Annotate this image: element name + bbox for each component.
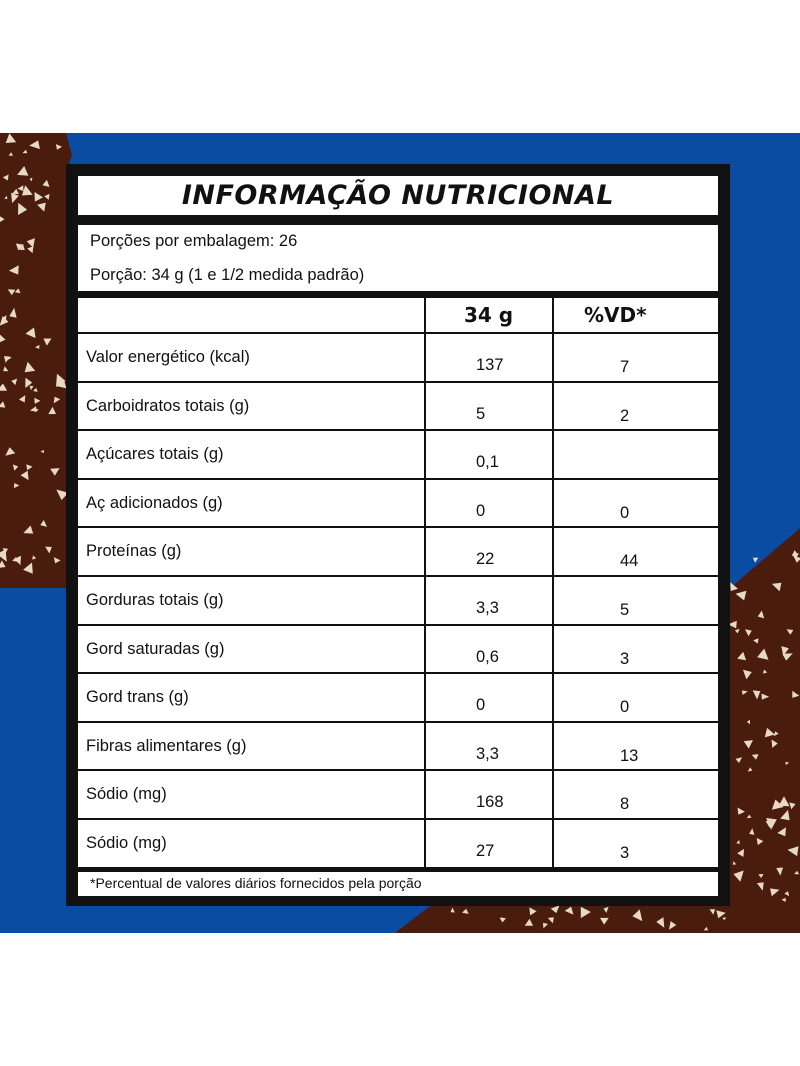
header-dv-cell	[554, 298, 718, 332]
nutrient-dv: 7	[620, 358, 630, 376]
nutrition-facts-label	[66, 164, 730, 906]
nutrient-amount: 0,6	[476, 647, 499, 666]
nutrient-name: Sódio (mg)	[86, 834, 167, 852]
nutrient-name: Sódio (mg)	[86, 785, 167, 804]
nutrition-table	[78, 298, 718, 870]
footnote: *Percentual de valores diários fornecidos pela porção	[90, 875, 422, 891]
header-amount-cell	[426, 298, 552, 332]
nutrient-amount-cell	[426, 626, 552, 673]
nutrient-name: Valor energético (kcal)	[86, 348, 250, 366]
nutrient-dv: 3	[620, 844, 630, 862]
nutrient-amount: 0	[476, 501, 486, 520]
nutrient-dv-cell	[554, 528, 718, 575]
nutrient-amount-cell	[426, 431, 552, 478]
nutrient-name: Gord saturadas (g)	[86, 639, 225, 658]
nutrient-name-cell	[78, 528, 424, 575]
nutrient-dv: 0	[620, 503, 630, 522]
nutrient-dv-cell	[554, 723, 718, 770]
nutrient-dv: 0	[620, 698, 630, 717]
nutrient-name: Aç adicionados (g)	[86, 493, 223, 512]
nutrient-name-cell	[78, 334, 424, 381]
nutrient-name-cell	[78, 383, 424, 430]
nutrient-amount: 0,1	[476, 453, 499, 472]
nutrient-dv: 8	[620, 795, 630, 814]
speckle	[753, 558, 759, 563]
nutrient-name-cell	[78, 431, 424, 478]
nutrient-amount-cell	[426, 723, 552, 770]
nutrient-name: Gord trans (g)	[86, 688, 189, 707]
title-box	[78, 176, 718, 215]
portion-info	[78, 225, 718, 291]
nutrient-dv-cell	[554, 771, 718, 818]
nutrient-amount: 22	[476, 550, 495, 569]
nutrient-amount: 168	[476, 793, 504, 812]
header-blank-cell	[78, 298, 424, 332]
nutrient-amount: 0	[476, 696, 486, 715]
nutrient-name: Açúcares totais (g)	[86, 445, 224, 464]
nutrient-dv: 13	[620, 746, 639, 765]
nutrient-name-cell	[78, 723, 424, 770]
nutrient-amount-cell	[426, 480, 552, 527]
nutrient-amount: 137	[476, 356, 504, 374]
nutrient-amount: 3,3	[476, 599, 499, 617]
nutrient-amount-cell	[426, 334, 552, 381]
nutrient-name-cell	[78, 577, 424, 624]
label-title: INFORMAÇÃO NUTRICIONAL	[181, 180, 615, 211]
nutrient-amount-cell	[426, 820, 552, 867]
nutrient-name: Fibras alimentares (g)	[86, 736, 247, 755]
nutrient-dv-cell	[554, 626, 718, 673]
nutrient-dv-cell	[554, 334, 718, 381]
nutrient-amount: 5	[476, 404, 486, 423]
nutrient-dv-cell	[554, 820, 718, 867]
chocolate-bottom	[395, 906, 730, 933]
footnote-box	[78, 872, 718, 896]
nutrient-dv: 3	[620, 649, 630, 668]
nutrient-name: Carboidratos totais (g)	[86, 396, 250, 415]
nutrient-dv: 2	[620, 406, 630, 425]
nutrient-amount-cell	[426, 383, 552, 430]
nutrient-name-cell	[78, 820, 424, 867]
nutrient-dv-cell	[554, 383, 718, 430]
nutrient-name-cell	[78, 674, 424, 721]
nutrient-name-cell	[78, 480, 424, 527]
nutrient-dv-cell	[554, 577, 718, 624]
serving-size: Porção: 34 g (1 e 1/2 medida padrão)	[90, 266, 365, 284]
nutrient-dv: 44	[620, 552, 639, 571]
header-dv: %VD*	[584, 303, 647, 327]
chocolate-left	[0, 133, 66, 588]
nutrient-amount-cell	[426, 674, 552, 721]
nutrient-name-cell	[78, 771, 424, 818]
nutrient-dv: 5	[620, 601, 630, 619]
nutrient-name: Proteínas (g)	[86, 542, 182, 561]
nutrient-dv-cell	[554, 674, 718, 721]
nutrient-amount-cell	[426, 577, 552, 624]
servings-per-package: Porções por embalagem: 26	[90, 232, 298, 250]
nutrient-name-cell	[78, 626, 424, 673]
nutrient-amount-cell	[426, 528, 552, 575]
nutrient-dv-cell	[554, 480, 718, 527]
nutrient-amount: 3,3	[476, 744, 499, 763]
nutrient-name: Gorduras totais (g)	[86, 591, 224, 609]
nutrient-amount-cell	[426, 771, 552, 818]
nutrient-dv-cell	[554, 431, 718, 478]
nutrient-amount: 27	[476, 842, 495, 860]
header-amount: 34 g	[464, 303, 514, 327]
